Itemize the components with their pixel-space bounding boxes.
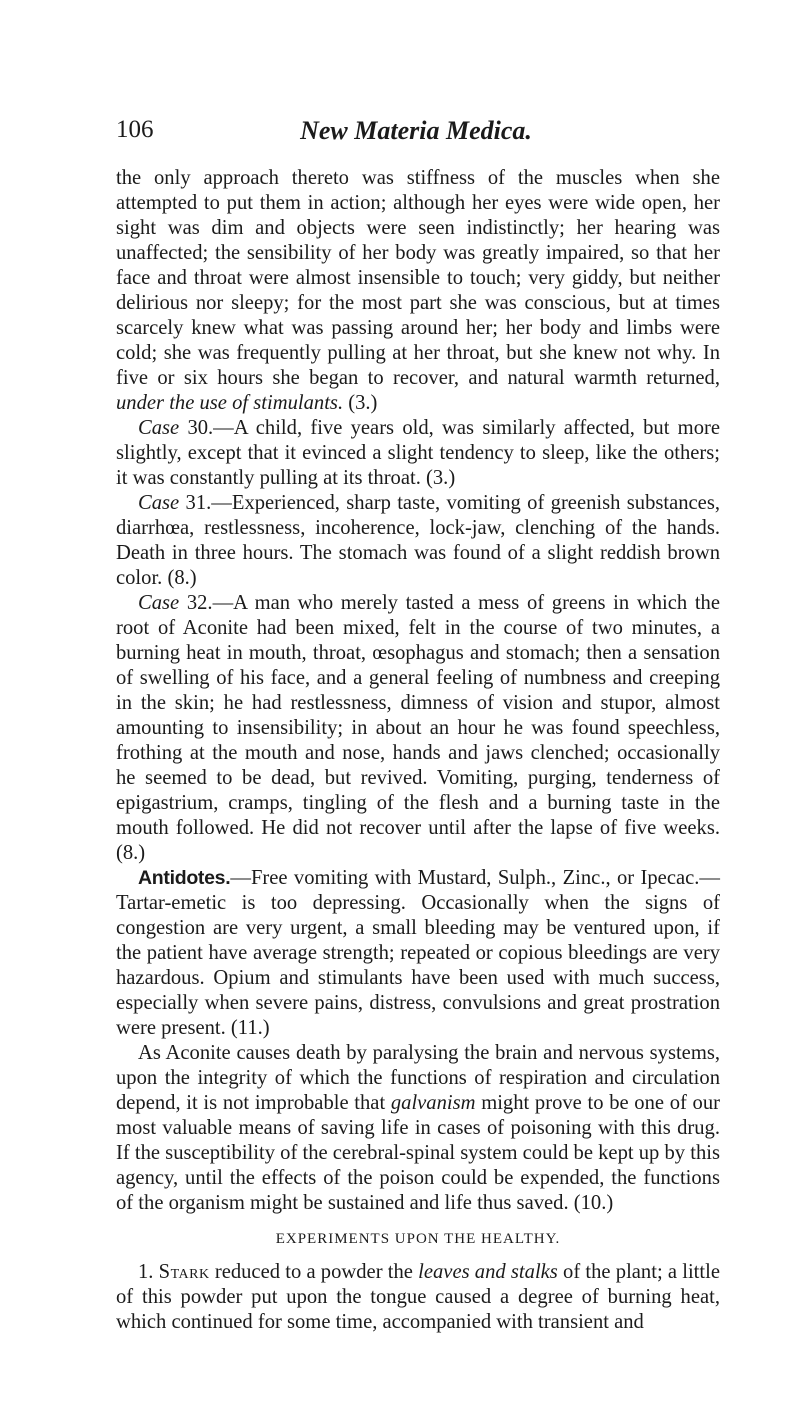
case-text: 30.—A child, five years old, was similarly affected, but more slightly, except that it evinced a slight tendency to sleep, like the others; it was constantly pulling at its throat. (3.): [116, 417, 720, 489]
antidotes-text: —Free vomiting with Mustard, Sulph., Zinc., or Ipecac.—Tartar-emetic is too depressing. Occasionally when the signs of congestion are very urgent, a small bleeding may be ventured upon, if the patient have average strength; repeated or copious bleedings are very hazardous. Opium and stimulants have been used with much success, especially when severe pains, distress, convulsions and great prostration were present. (11.): [116, 867, 720, 1039]
antidotes-label: Antidotes.: [138, 867, 231, 889]
paragraph-continuation: [116, 166, 720, 416]
antidotes-paragraph: [116, 866, 720, 1041]
page-header: [116, 116, 716, 150]
galvanism-paragraph: [116, 1041, 720, 1216]
citation: (3.): [343, 392, 378, 414]
body-text: [116, 166, 720, 1335]
paragraph-text: might prove to be one of our most valuable means of saving life in cases of poisoning with this drug. If the susceptibility of the cerebral-spinal system could be kept up by this agency, until the effects of the poison could be expended, the functions of the organism might be sustained and life thus saved. (10.): [116, 1092, 720, 1214]
case-32-paragraph: [116, 591, 720, 866]
author-name: Stark: [158, 1261, 210, 1283]
section-heading: EXPERIMENTS UPON THE HEALTHY.: [275, 1231, 561, 1247]
emphasis-text: leaves and stalks: [418, 1261, 558, 1283]
running-title: New Materia Medica.: [300, 116, 532, 145]
experiment-text: of the plant; a little of this powder put upon the tongue caused a degree of burning heat, which continued for some time, accompanied with transient and: [116, 1261, 720, 1333]
case-text: 32.—A man who merely tasted a mess of greens in which the root of Aconite had been mixed, felt in the course of two minutes, a burning heat in mouth, throat, œsophagus and stomach; then a sensation of swelling of his face, and a general feeling of numbness and creeping in the skin; he had restlessness, dimness of vision and stupor, almost amounting to insensibility; in about an hour he was found speechless, frothing at the mouth and nose, hands and jaws clenched; occasionally he seemed to be dead, but revived. Vomiting, purging, tenderness of epigastrium, cramps, tingling of the flesh and a burning taste in the mouth followed. He did not recover until after the lapse of five weeks. (8.): [116, 592, 720, 864]
experiment-text: reduced to a powder the: [209, 1261, 419, 1283]
case-31-paragraph: [116, 491, 720, 591]
case-label: Case: [138, 492, 180, 514]
experiment-number: 1.: [138, 1261, 154, 1283]
experiment-1-paragraph: [116, 1260, 720, 1335]
case-text: 31.—Experienced, sharp taste, vomiting of greenish substances, diarrhœa, restlessness, incoherence, lock-jaw, clenching of the hands. Death in three hours. The stomach was found of a slight reddish brown color. (8.): [116, 492, 720, 589]
case-label: Case: [138, 417, 180, 439]
paragraph-text: the only approach thereto was stiffness of the muscles when she attempted to put them in action; although her eyes were wide open, her sight was dim and objects were seen indistinctly; her hearing was unaffected; the sensibility of her body was greatly impaired, so that her face and throat were almost insensible to touch; very giddy, but neither delirious nor sleepy; for the most part she was conscious, but at times scarcely knew what was passing around her; her body and limbs were cold; she was frequently pulling at her throat, but she knew not why. In five or six hours she began to recover, and natural warmth returned,: [116, 167, 720, 389]
paragraph-text: As Aconite causes death by paralysing the brain and nervous systems, upon the integrity of which the functions of respiration and circulation depend, it is not improbable that: [116, 1042, 720, 1114]
emphasis-text: galvanism: [390, 1092, 476, 1114]
page-number: 106: [116, 116, 154, 143]
emphasis-text: under the use of stimulants.: [116, 392, 344, 414]
case-30-paragraph: [116, 416, 720, 491]
case-label: Case: [138, 592, 180, 614]
